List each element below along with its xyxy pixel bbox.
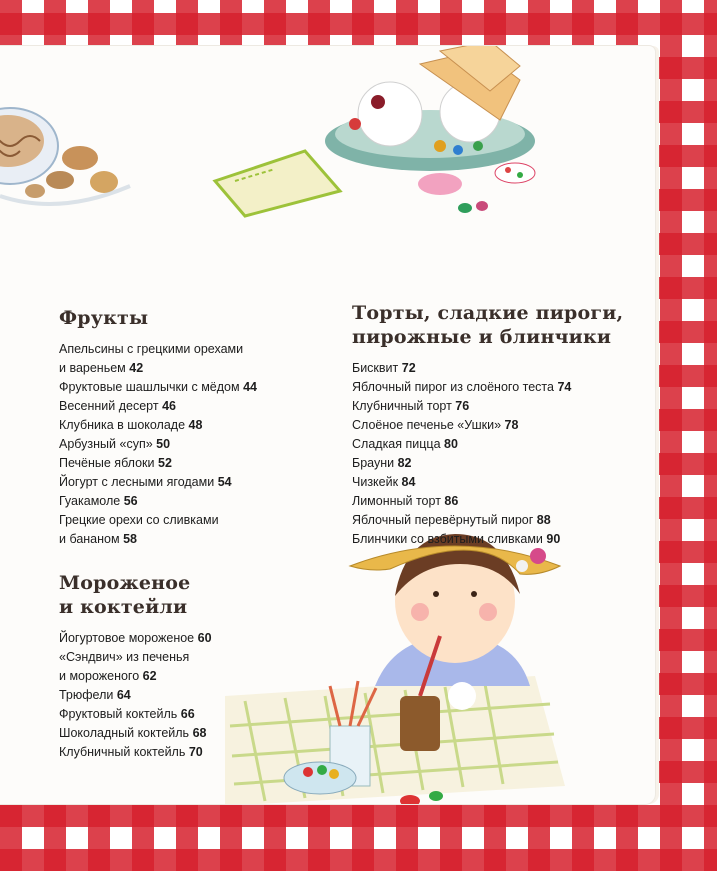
toc-entry[interactable]	[59, 397, 289, 416]
toc-column-right	[352, 301, 632, 549]
toc-entry[interactable]	[59, 629, 289, 648]
toc-page-number: 42	[129, 361, 144, 375]
toc-entry-label: и бананом	[59, 532, 120, 546]
toc-page-number: 88	[536, 513, 551, 527]
toc-page-number: 48	[188, 418, 203, 432]
toc-page-number: 44	[243, 380, 257, 394]
toc-page-number: 82	[397, 456, 412, 470]
toc-entry-label: Лимонный торт	[352, 494, 441, 508]
toc-column-left	[59, 306, 289, 762]
section-heading-line: и коктейли	[59, 596, 188, 618]
toc-entry[interactable]	[352, 511, 632, 530]
toc-entry[interactable]	[352, 435, 632, 454]
toc-entry-label: и мороженого	[59, 669, 140, 683]
toc-page-number: 72	[401, 361, 416, 375]
toc-entry[interactable]	[59, 724, 289, 743]
toc-page-number: 70	[188, 745, 203, 759]
toc-page-number: 84	[401, 475, 416, 489]
toc-page-number: 78	[504, 418, 519, 432]
toc-entry[interactable]	[352, 378, 632, 397]
section-heading	[352, 301, 632, 349]
toc-entry[interactable]	[352, 397, 632, 416]
toc-entry[interactable]	[59, 340, 289, 378]
toc-entry-label: Сладкая пицца	[352, 437, 441, 451]
toc-page-number: 86	[444, 494, 459, 508]
toc-section-cakes	[352, 301, 632, 549]
section-spacer	[59, 549, 289, 571]
toc-entry-label: Блинчики со взбитыми сливками	[352, 532, 543, 546]
toc-page-number: 68	[192, 726, 207, 740]
section-heading-line: Торты, сладкие пироги,	[352, 302, 624, 324]
toc-entry-label: Клубника в шоколаде	[59, 418, 186, 432]
toc-page-number: 66	[180, 707, 195, 721]
toc-page-number: 64	[116, 688, 131, 702]
toc-page-number: 90	[546, 532, 561, 546]
toc-entry-label: Шоколадный коктейль	[59, 726, 190, 740]
toc-entry[interactable]	[352, 454, 632, 473]
toc-entry-label: Бисквит	[352, 361, 399, 375]
toc-page-number: 80	[444, 437, 458, 451]
toc-entry-label: Трюфели	[59, 688, 114, 702]
toc-entry[interactable]	[59, 492, 289, 511]
toc-entry[interactable]	[352, 530, 632, 549]
toc-entry[interactable]	[352, 416, 632, 435]
toc-section-fruits	[59, 306, 289, 549]
toc-entry[interactable]	[59, 435, 289, 454]
toc-entry-label: Яблочный пирог из слоёного теста	[352, 380, 554, 394]
toc-entry[interactable]	[352, 359, 632, 378]
toc-entry[interactable]	[59, 743, 289, 762]
toc-entry-label: Йогуртовое мороженое	[59, 631, 195, 645]
toc-entry-label: Апельсины с грецкими орехами	[59, 342, 244, 356]
recipe-list	[352, 359, 632, 549]
recipe-list	[59, 629, 289, 762]
toc-entry-label: Клубничный коктейль	[59, 745, 186, 759]
toc-entry-label: Весенний десерт	[59, 399, 159, 413]
toc-entry[interactable]	[59, 416, 289, 435]
toc-entry-label: Йогурт с лесными ягодами	[59, 475, 215, 489]
toc-entry[interactable]	[59, 686, 289, 705]
toc-entry-label: Яблочный перевёрнутый пирог	[352, 513, 534, 527]
toc-entry-label: «Сэндвич» из печенья	[59, 650, 190, 664]
toc-entry[interactable]	[59, 378, 289, 397]
toc-entry-label: Грецкие орехи со сливками	[59, 513, 219, 527]
toc-entry-label: Фруктовые шашлычки с мёдом	[59, 380, 240, 394]
toc-section-icecream	[59, 571, 289, 762]
toc-page-number: 56	[123, 494, 138, 508]
toc-page-number: 60	[197, 631, 212, 645]
toc-page-number: 52	[158, 456, 172, 470]
toc-entry[interactable]	[59, 511, 289, 549]
toc-entry[interactable]	[352, 492, 632, 511]
section-heading	[59, 571, 289, 619]
toc-entry-label: Печёные яблоки	[59, 456, 155, 470]
toc-entry-label: Гуакамоле	[59, 494, 121, 508]
toc-entry[interactable]	[59, 473, 289, 492]
section-heading-line: Мороженое	[59, 572, 191, 594]
toc-page-number: 76	[455, 399, 470, 413]
toc-entry[interactable]	[352, 473, 632, 492]
nut-bowl-illustration	[0, 108, 130, 204]
toc-page-number: 74	[557, 380, 572, 394]
toc-entry-label: Слоёное печенье «Ушки»	[352, 418, 502, 432]
toc-entry-label: и вареньем	[59, 361, 126, 375]
toc-page-number: 62	[142, 669, 157, 683]
toc-entry[interactable]	[59, 648, 289, 686]
section-heading-line: пирожные и блинчики	[352, 326, 612, 348]
toc-page-number: 58	[123, 532, 137, 546]
toc-entry-label: Арбузный «суп»	[59, 437, 153, 451]
section-heading	[59, 306, 289, 330]
section-heading-line: Фрукты	[59, 307, 149, 329]
toc-entry[interactable]	[59, 454, 289, 473]
toc-entry-label: Клубничный торт	[352, 399, 452, 413]
toc-page-number: 46	[162, 399, 176, 413]
toc-entry-label: Брауни	[352, 456, 395, 470]
cookie-plate-illustration	[215, 46, 535, 216]
toc-entry[interactable]	[59, 705, 289, 724]
toc-entry-label: Чизкейк	[352, 475, 399, 489]
toc-page-number: 50	[156, 437, 171, 451]
toc-page-number: 54	[217, 475, 232, 489]
content-page	[0, 46, 655, 804]
recipe-list	[59, 340, 289, 549]
toc-entry-label: Фруктовый коктейль	[59, 707, 178, 721]
